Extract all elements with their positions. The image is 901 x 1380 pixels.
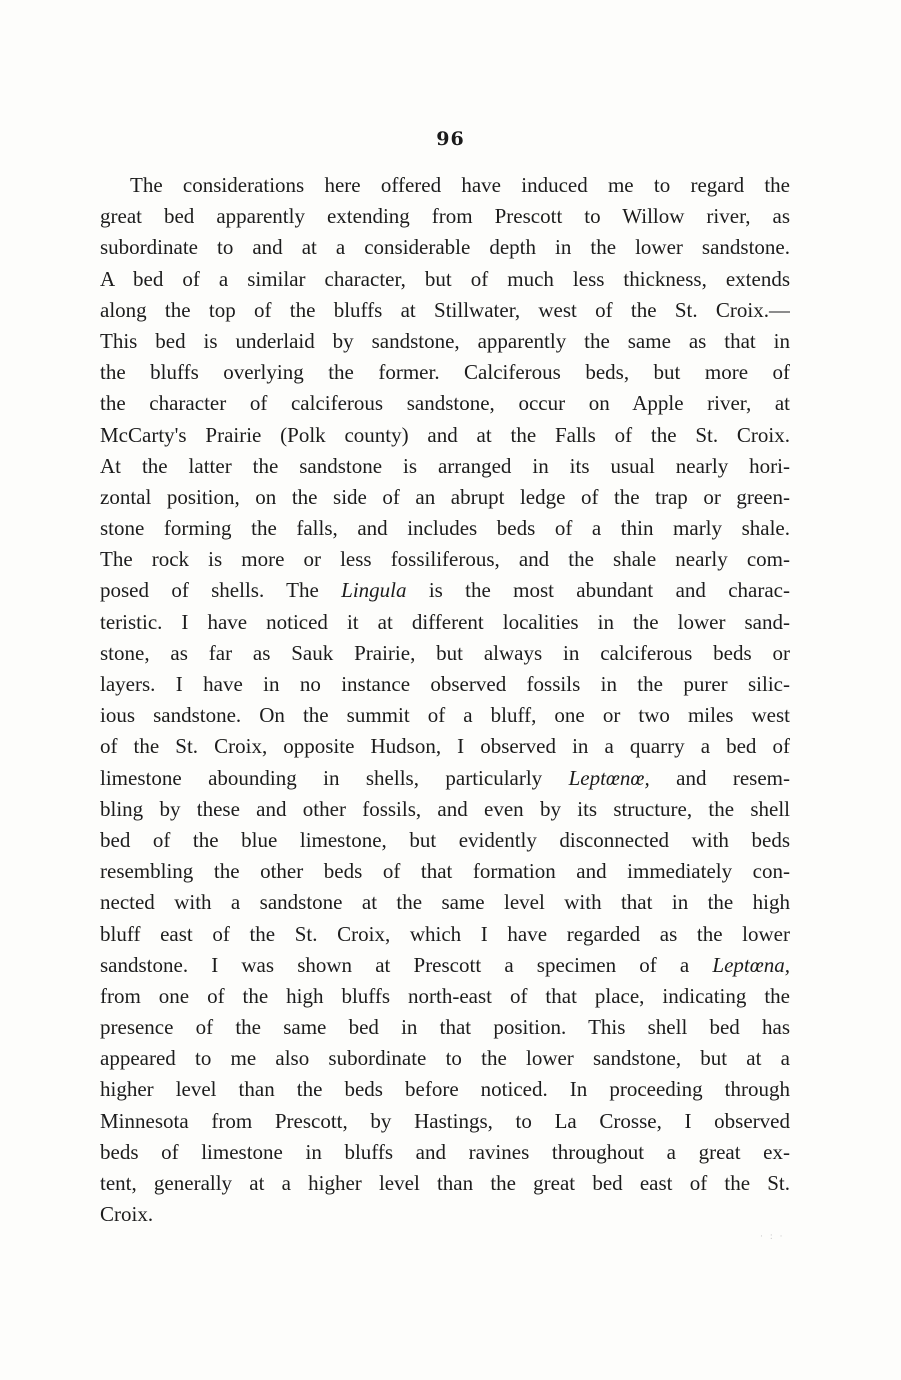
italic-taxon: Lingula: [341, 578, 407, 603]
text-line: of the St. Croix, opposite Hudson, I observed in a quarry a bed of: [100, 734, 790, 759]
text-line: appeared to me also subordinate to the lower sandstone, but at a: [100, 1046, 790, 1071]
text-segment: sandstone. I was shown at Prescott a specimen of a: [100, 952, 713, 977]
text-line: At the latter the sandstone is arranged in its usual nearly hori-: [100, 453, 790, 478]
text-line: Minnesota from Prescott, by Hastings, to La Crosse, I observed: [100, 1108, 790, 1133]
text-line-with-italic: [100, 575, 790, 606]
text-line: This bed is underlaid by sandstone, apparently the same as that in: [100, 328, 790, 353]
text-line: stone forming the falls, and includes beds of a thin marly shale.: [100, 516, 790, 541]
text-line: zontal position, on the side of an abrupt ledge of the trap or green-: [100, 484, 790, 509]
text-segment: posed of shells. The: [100, 578, 342, 603]
text-line: the bluffs overlying the former. Calciferous beds, but more of: [100, 360, 790, 385]
text-line: nected with a sandstone at the same level with that in the high: [100, 890, 790, 915]
text-line: subordinate to and at a considerable depth in the lower sandstone.: [100, 235, 790, 260]
text-line: bluff east of the St. Croix, which I have regarded as the lower: [100, 921, 790, 946]
print-speck-decoration: · : ·: [760, 1232, 785, 1242]
text-line: layers. I have in no instance observed fossils in the purer silic-: [100, 672, 790, 696]
text-line-with-italic: [100, 950, 790, 981]
text-line-with-italic: [100, 763, 790, 794]
text-line: Croix.: [100, 1202, 154, 1227]
text-line: The rock is more or less fossiliferous, and the shale nearly com-: [100, 547, 790, 572]
text-segment: and resem-: [649, 765, 790, 790]
text-line: higher level than the beds before noticed. In proceeding through: [100, 1077, 790, 1102]
italic-taxon: Leptœnœ,: [568, 765, 650, 790]
text-segment: limestone abounding in shells, particularly: [100, 765, 569, 790]
text-line: The considerations here offered have induced me to regard the: [130, 173, 790, 197]
text-line: A bed of a similar character, but of much less thickness, extends: [100, 266, 790, 291]
text-line: teristic. I have noticed it at different localities in the lower sand-: [100, 609, 790, 634]
text-line: bed of the blue limestone, but evidently disconnected with beds: [100, 827, 790, 852]
page-number: 96: [436, 128, 465, 150]
text-line: from one of the high bluffs north-east of that place, indicating the: [100, 983, 790, 1008]
text-line: McCarty's Prairie (Polk county) and at the Falls of the St. Croix.: [100, 422, 790, 447]
text-line: bling by these and other fossils, and even by its structure, the shell: [100, 796, 790, 821]
text-line: along the top of the bluffs at Stillwater, west of the St. Croix.—: [100, 297, 790, 322]
text-segment: is the most abundant and charac-: [406, 578, 790, 603]
text-line: great bed apparently extending from Prescott to Willow river, as: [100, 204, 790, 229]
text-line: stone, as far as Sauk Prairie, but always in calciferous beds or: [100, 640, 790, 665]
text-line: resembling the other beds of that formation and immediately con-: [100, 859, 790, 884]
text-line: tent, generally at a higher level than the great bed east of the St.: [100, 1171, 790, 1195]
text-line: beds of limestone in bluffs and ravines throughout a great ex-: [100, 1139, 790, 1164]
body-paragraph: [100, 170, 790, 1230]
text-line: presence of the same bed in that position. This shell bed has: [100, 1015, 790, 1040]
text-line: the character of calciferous sandstone, occur on Apple river, at: [100, 391, 790, 416]
text-line: ious sandstone. On the summit of a bluff, one or two miles west: [100, 703, 790, 728]
italic-taxon: Leptœna,: [712, 952, 790, 977]
